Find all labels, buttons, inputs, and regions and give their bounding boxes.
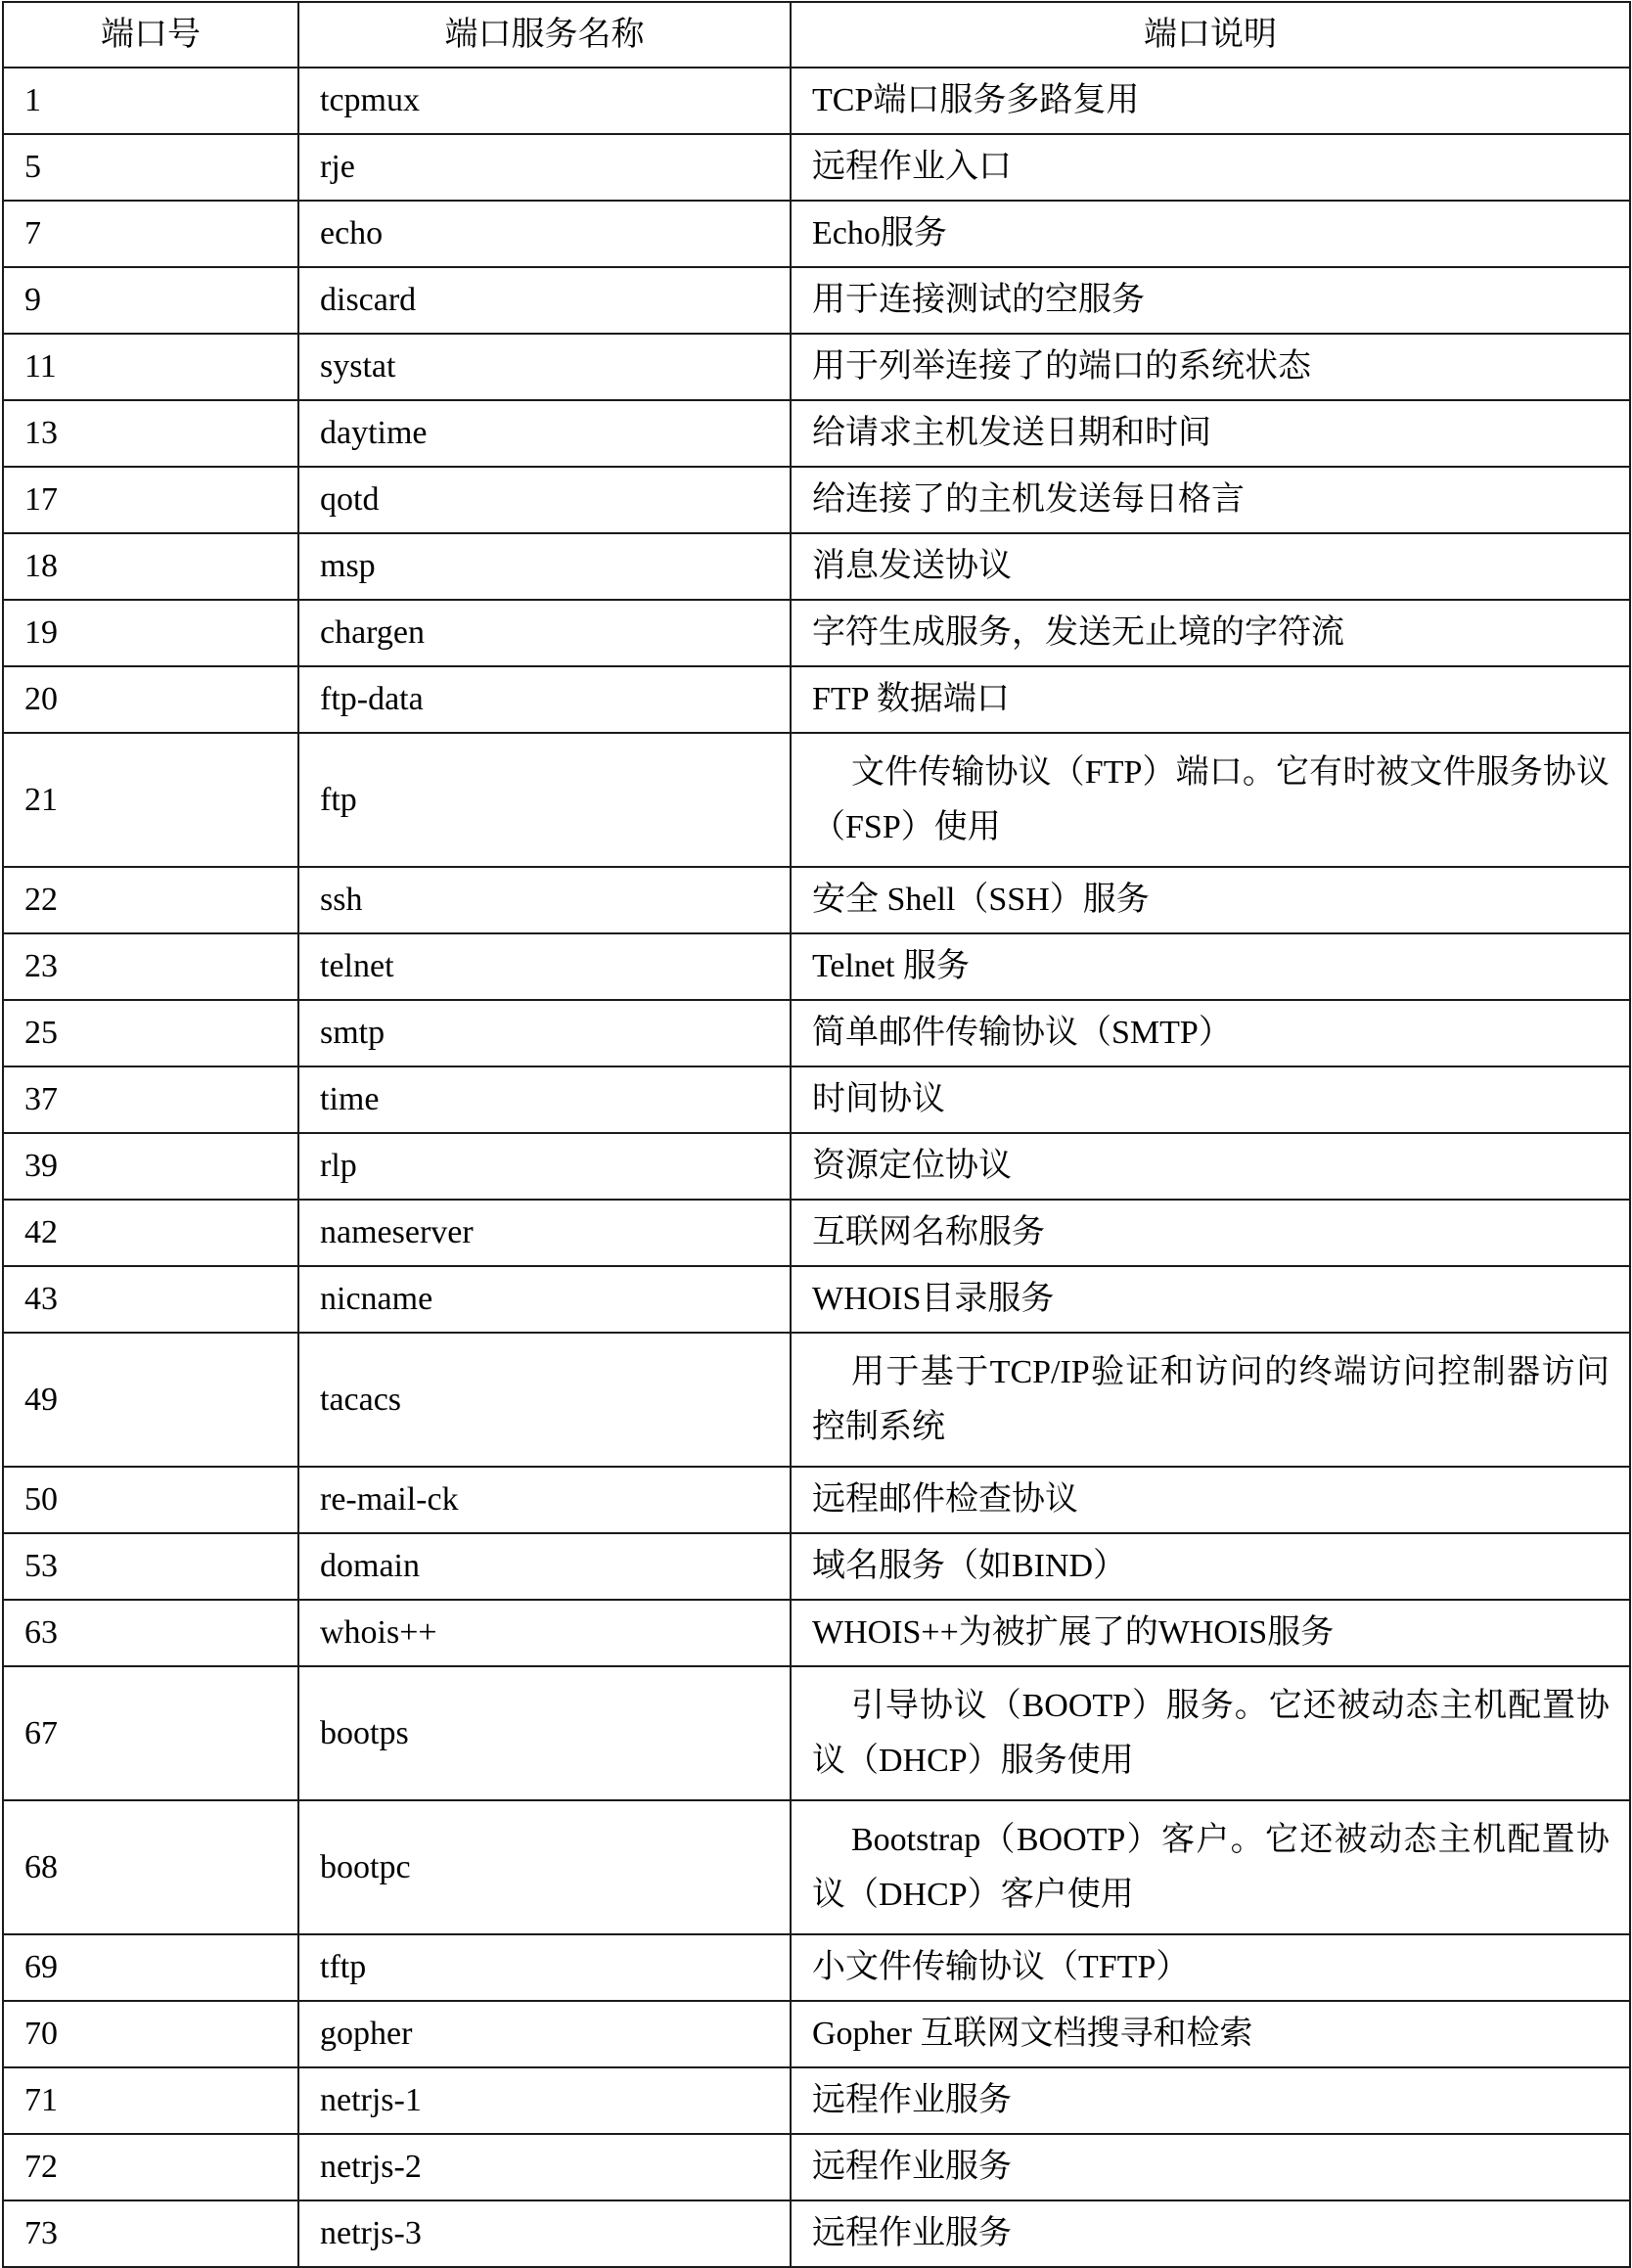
description-cell: 域名服务（如BIND） <box>791 1533 1630 1600</box>
description-cell: 简单邮件传输协议（SMTP） <box>791 1000 1630 1066</box>
table-row <box>3 2001 1630 2067</box>
port-number-cell: 37 <box>3 1066 298 1133</box>
table-row <box>3 2134 1630 2200</box>
table-row <box>3 400 1630 467</box>
table-header-row <box>3 2 1630 68</box>
description-cell: 给请求主机发送日期和时间 <box>791 400 1630 467</box>
service-name-cell: tftp <box>298 1934 791 2001</box>
service-name-cell: netrjs-1 <box>298 2067 791 2134</box>
table-row <box>3 1467 1630 1533</box>
description-cell: 用于基于TCP/IP验证和访问的终端访问控制器访问控制系统 <box>791 1333 1630 1467</box>
table-row <box>3 1266 1630 1333</box>
description-cell: 小文件传输协议（TFTP） <box>791 1934 1630 2001</box>
description-cell: Echo服务 <box>791 201 1630 267</box>
port-number-cell: 11 <box>3 334 298 400</box>
port-number-cell: 43 <box>3 1266 298 1333</box>
description-cell: Bootstrap（BOOTP）客户。它还被动态主机配置协议（DHCP）客户使用 <box>791 1800 1630 1934</box>
service-name-cell: discard <box>298 267 791 334</box>
description-cell: TCP端口服务多路复用 <box>791 68 1630 134</box>
table-row <box>3 134 1630 201</box>
description-cell: 字符生成服务，发送无止境的字符流 <box>791 600 1630 666</box>
table-row <box>3 666 1630 733</box>
description-cell: 远程作业服务 <box>791 2134 1630 2200</box>
service-name-cell: msp <box>298 533 791 600</box>
service-name-cell: qotd <box>298 467 791 533</box>
header-description: 端口说明 <box>791 2 1630 68</box>
service-name-cell: ftp <box>298 733 791 867</box>
port-number-cell: 53 <box>3 1533 298 1600</box>
description-cell: 资源定位协议 <box>791 1133 1630 1200</box>
service-name-cell: tacacs <box>298 1333 791 1467</box>
port-number-cell: 42 <box>3 1200 298 1266</box>
port-number-cell: 69 <box>3 1934 298 2001</box>
port-number-cell: 68 <box>3 1800 298 1934</box>
table-row <box>3 1200 1630 1266</box>
service-name-cell: telnet <box>298 933 791 1000</box>
port-number-cell: 25 <box>3 1000 298 1066</box>
service-name-cell: re-mail-ck <box>298 1467 791 1533</box>
service-name-cell: bootpc <box>298 1800 791 1934</box>
port-number-cell: 18 <box>3 533 298 600</box>
table-row <box>3 1666 1630 1800</box>
description-cell: Gopher 互联网文档搜寻和检索 <box>791 2001 1630 2067</box>
port-number-cell: 13 <box>3 400 298 467</box>
service-name-cell: time <box>298 1066 791 1133</box>
description-cell: 用于连接测试的空服务 <box>791 267 1630 334</box>
description-cell: 互联网名称服务 <box>791 1200 1630 1266</box>
table-row <box>3 600 1630 666</box>
table-row <box>3 867 1630 933</box>
description-cell: WHOIS++为被扩展了的WHOIS服务 <box>791 1600 1630 1666</box>
description-cell: 远程邮件检查协议 <box>791 1467 1630 1533</box>
port-number-cell: 70 <box>3 2001 298 2067</box>
table-row <box>3 533 1630 600</box>
table-row <box>3 1533 1630 1600</box>
description-cell: 文件传输协议（FTP）端口。它有时被文件服务协议（FSP）使用 <box>791 733 1630 867</box>
table-body <box>3 68 1630 2267</box>
table-row <box>3 2067 1630 2134</box>
port-number-cell: 39 <box>3 1133 298 1200</box>
table-row <box>3 334 1630 400</box>
table-row <box>3 267 1630 334</box>
port-number-cell: 67 <box>3 1666 298 1800</box>
service-name-cell: smtp <box>298 1000 791 1066</box>
table-row <box>3 1066 1630 1133</box>
port-number-cell: 72 <box>3 2134 298 2200</box>
port-number-cell: 5 <box>3 134 298 201</box>
service-name-cell: tcpmux <box>298 68 791 134</box>
port-number-cell: 20 <box>3 666 298 733</box>
service-name-cell: nameserver <box>298 1200 791 1266</box>
description-cell: 给连接了的主机发送每日格言 <box>791 467 1630 533</box>
description-cell: Telnet 服务 <box>791 933 1630 1000</box>
service-name-cell: daytime <box>298 400 791 467</box>
table-row <box>3 1600 1630 1666</box>
port-number-cell: 22 <box>3 867 298 933</box>
table-row <box>3 1800 1630 1934</box>
port-number-cell: 50 <box>3 1467 298 1533</box>
port-number-cell: 71 <box>3 2067 298 2134</box>
service-name-cell: whois++ <box>298 1600 791 1666</box>
description-cell: 远程作业入口 <box>791 134 1630 201</box>
port-number-cell: 7 <box>3 201 298 267</box>
port-number-cell: 73 <box>3 2200 298 2267</box>
service-name-cell: systat <box>298 334 791 400</box>
table-row <box>3 201 1630 267</box>
service-name-cell: chargen <box>298 600 791 666</box>
description-cell: 安全 Shell（SSH）服务 <box>791 867 1630 933</box>
table-row <box>3 1934 1630 2001</box>
port-number-cell: 1 <box>3 68 298 134</box>
service-name-cell: gopher <box>298 2001 791 2067</box>
port-number-cell: 19 <box>3 600 298 666</box>
table-row <box>3 733 1630 867</box>
header-service-name: 端口服务名称 <box>298 2 791 68</box>
port-number-cell: 49 <box>3 1333 298 1467</box>
description-cell: 用于列举连接了的端口的系统状态 <box>791 334 1630 400</box>
service-name-cell: echo <box>298 201 791 267</box>
description-cell: 消息发送协议 <box>791 533 1630 600</box>
service-name-cell: domain <box>298 1533 791 1600</box>
description-cell: WHOIS目录服务 <box>791 1266 1630 1333</box>
table-row <box>3 1133 1630 1200</box>
service-name-cell: ssh <box>298 867 791 933</box>
service-name-cell: rlp <box>298 1133 791 1200</box>
service-name-cell: netrjs-2 <box>298 2134 791 2200</box>
description-cell: 时间协议 <box>791 1066 1630 1133</box>
table-row <box>3 1333 1630 1467</box>
service-name-cell: nicname <box>298 1266 791 1333</box>
table-row <box>3 2200 1630 2267</box>
port-number-cell: 23 <box>3 933 298 1000</box>
table-row <box>3 68 1630 134</box>
header-port-number: 端口号 <box>3 2 298 68</box>
service-name-cell: rje <box>298 134 791 201</box>
description-cell: 远程作业服务 <box>791 2200 1630 2267</box>
service-name-cell: ftp-data <box>298 666 791 733</box>
service-name-cell: netrjs-3 <box>298 2200 791 2267</box>
port-number-cell: 17 <box>3 467 298 533</box>
description-cell: FTP 数据端口 <box>791 666 1630 733</box>
service-name-cell: bootps <box>298 1666 791 1800</box>
table-row <box>3 1000 1630 1066</box>
description-cell: 引导协议（BOOTP）服务。它还被动态主机配置协议（DHCP）服务使用 <box>791 1666 1630 1800</box>
table-row <box>3 933 1630 1000</box>
port-number-cell: 63 <box>3 1600 298 1666</box>
port-number-cell: 21 <box>3 733 298 867</box>
description-cell: 远程作业服务 <box>791 2067 1630 2134</box>
table-row <box>3 467 1630 533</box>
port-table <box>2 1 1631 2268</box>
port-number-cell: 9 <box>3 267 298 334</box>
